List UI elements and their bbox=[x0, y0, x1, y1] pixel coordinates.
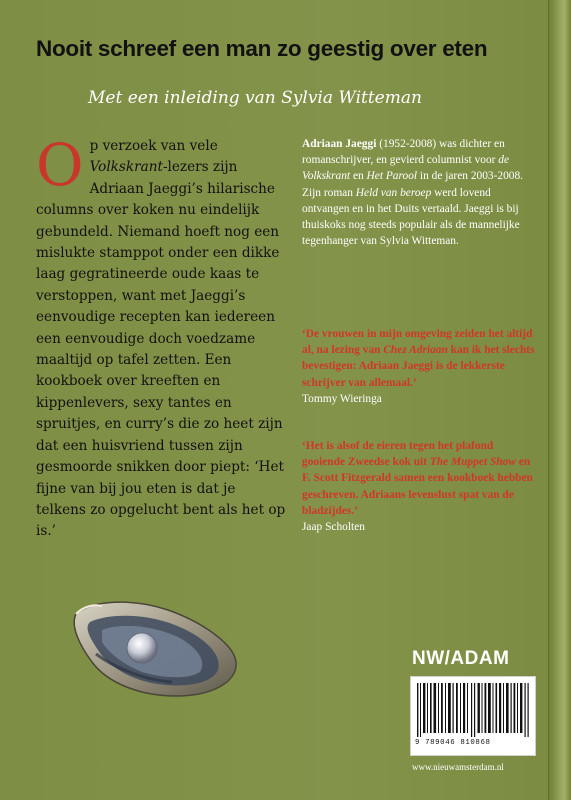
author-bio bbox=[302, 136, 536, 249]
barcode-icon bbox=[415, 683, 531, 737]
quote-1-author: Tommy Wieringa bbox=[302, 392, 382, 405]
bio-italic-1: de Volkskrant bbox=[302, 154, 510, 183]
dropcap: O bbox=[36, 131, 84, 199]
barcode bbox=[410, 676, 536, 756]
blurb-italic: Volkskrant bbox=[89, 159, 163, 176]
oyster-with-pearl-icon bbox=[72, 596, 240, 700]
quote-2-text bbox=[302, 440, 533, 517]
isbn-number: 9 789046 810868 bbox=[415, 739, 491, 747]
quote-2-text-a: ‘Het is alsof de eieren tegen het plafond gooiende Zweedse kok uit bbox=[302, 440, 494, 469]
blurb bbox=[36, 131, 286, 543]
quote-1-text-a: ‘De vrouwen in mijn omgeving zeiden het altijd al, na lezing van bbox=[302, 328, 533, 357]
bio-text-3: in de jaren 2003-2008. Zijn roman bbox=[302, 170, 524, 199]
publisher-logo: NW/ADAM bbox=[412, 648, 510, 669]
bio-text-2: en bbox=[350, 170, 367, 183]
quote-1-text bbox=[302, 328, 535, 389]
quote-1-text-b: kan ik het slechts bevestigen: Adriaan Jaeggi is de lekkerste schrijver van allemaal.’ bbox=[302, 344, 535, 389]
bio-text-1: (1952-2008) was dichter en romanschrijver, en gevierd columnist voor bbox=[302, 138, 505, 167]
blurb-text-1: p verzoek van vele bbox=[89, 138, 218, 154]
bio-italic-2: Het Parool bbox=[366, 170, 418, 183]
bio-text-4: werd lovend ontvangen en in het Duits vertaald. Jaeggi is bij thuiskoks nog steeds populair als de mannelijke tegenhanger van Sylvia Witteman. bbox=[302, 186, 520, 248]
subtitle: Met een inleiding van Sylvia Witteman bbox=[88, 88, 422, 108]
quote-1-italic: Chez Adriaan bbox=[383, 344, 448, 357]
review-quote-2 bbox=[302, 438, 536, 535]
headline: Nooit schreef een man zo geestig over eten bbox=[36, 36, 488, 61]
quote-2-author: Jaap Scholten bbox=[302, 521, 365, 534]
author-name: Adriaan Jaeggi bbox=[302, 138, 377, 150]
bio-italic-3: Held van beroep bbox=[355, 186, 432, 199]
spine-edge bbox=[548, 0, 571, 800]
blurb-text-2: -lezers zijn Adriaan Jaeggi’s hilarische columns over koken nu eindelijk gebundeld. Niemand hoeft nog een mislukte stamppot onder een dikke laag gegratineerde oude kaas te verstoppen, want met Jaeggi’s eenvoudige recepten kan iedereen een eenvoudige doch voedzame maaltijd op tafel zetten. Een kookboek over kreeften en kippenlevers, sexy tantes en spruitjes, en curry’s die zo heet zijn dat een huisvriend tussen zijn gesmoorde snikken door piept: ‘Het fijne van bij jou eten is dat je telkens zo opgelucht bent als het op is.’ bbox=[36, 159, 286, 540]
review-quote-1 bbox=[302, 326, 536, 407]
publisher-website: www.nieuwamsterdam.nl bbox=[412, 762, 504, 772]
quote-2-italic: The Muppet Show bbox=[429, 456, 516, 469]
quote-2-text-b: en F. Scott Fitzgerald samen een kookboek hebben geschreven. Adriaans levenslust spat van de bladzijdes.’ bbox=[302, 456, 533, 517]
